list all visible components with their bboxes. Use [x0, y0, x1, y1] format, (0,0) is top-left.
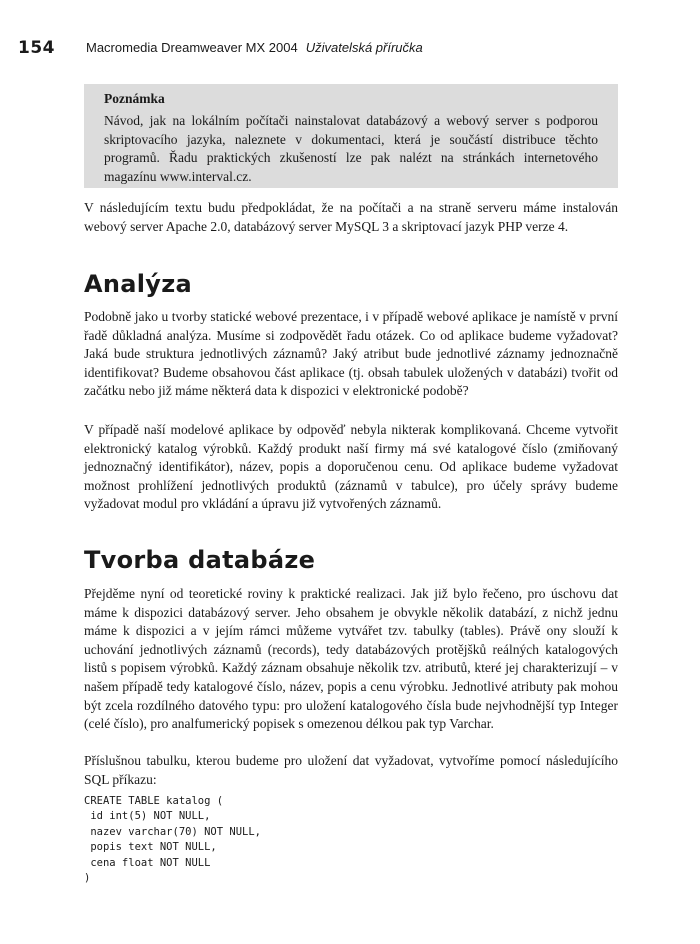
heading-analyza: Analýza: [84, 270, 192, 298]
note-text: Návod, jak na lokálním počítači nainstalovat databázový a webový server s podporou skriptovacího jazyka, naleznete v dokumentaci, která je součástí distribuce těchto programů. Řadu praktických zkušeností lze pak nalézt na stránkách internetového magazínu www.interval.cz.: [104, 113, 598, 184]
intro-paragraph: V následujícím textu budu předpokládat, že na počítači a na straně serveru máme instalován webový server Apache 2.0, databázový server MySQL 3 a skriptovací jazyk PHP verze 4.: [84, 200, 618, 234]
tvorba-paragraph-1: Přejděme nyní od teoretické roviny k praktické realizaci. Jak již bylo řečeno, pro úschovu dat máme k dispozici databázový server. Jeho obsahem je obvykle několik databází, z nichž jednu máme k dispozici a v jejím rámci můžeme vytvářet tzv. tabulky (tables). Právě ony slouží k uchování jednotlivých záznamů (records), tedy databázových protějšků reálných katalogových listů s popisem výrobků. Každý záznam obsahuje několik tzv. atributů, které jej charakterizují – v našem případě tedy katalogové číslo, název, popis a cenu výrobku. Jednotlivé atributy pak mohou být zcela rozdílného datového typu: pro uložení katalogového čísla bude nejvhodnější typ Integer (celé číslo), pro analfumerický popisek s omezenou délkou pak typ Varchar.: [84, 586, 618, 732]
book-title: Macromedia Dreamweaver MX 2004: [86, 40, 298, 55]
note-box: [84, 84, 618, 188]
running-header: [86, 40, 423, 55]
book-subtitle: Uživatelská příručka: [305, 40, 423, 55]
code-line: popis text NOT NULL,: [84, 841, 217, 854]
heading-tvorba-databaze: Tvorba databáze: [84, 546, 316, 574]
analyza-paragraph-2: V případě naší modelové aplikace by odpověď nebyla nikterak komplikovaná. Chceme vytvořit elektronický katalog výrobků. Každý produkt naší firmy má své katalogové číslo (zmiňovaný jednoznačný identifikátor), název, popis a doporučenou cenu. Od aplikace budeme vyžadovat možnost prohlížení jednotlivých produktů (záznamů v tabulce), pro účely správy budeme vyžadovat modul pro vkládání a úpravu již vytvořených záznamů.: [84, 422, 618, 512]
sql-code-block: [84, 794, 618, 886]
page-number: 154: [18, 38, 55, 58]
code-line: cena float NOT NULL: [84, 856, 211, 869]
analyza-paragraph-1: Podobně jako u tvorby statické webové prezentace, i v případě webové aplikace je namístě v první řadě důkladná analýza. Musíme si zodpovědět řadu otázek. Co od aplikace budeme vyžadovat? Jaká bude struktura jednotlivých záznamů? Jaký atribut bude jednotlivé záznamy jednoznačně identifikovat? Budeme obsahovou část aplikace (tj. obsah tabulek uložených v databázi) tvořit od začátku nebo již máme některá data k dispozici v elektronické podobě?: [84, 309, 618, 399]
note-title: Poznámka: [104, 91, 165, 106]
code-line: nazev varchar(70) NOT NULL,: [84, 825, 262, 838]
code-line: CREATE TABLE katalog (: [84, 795, 224, 807]
tvorba-paragraph-2: Příslušnou tabulku, kterou budeme pro uložení dat vyžadovat, vytvoříme pomocí následujícího SQL příkazu:: [84, 753, 618, 787]
page-header: [18, 38, 682, 60]
code-line: id int(5) NOT NULL,: [84, 810, 211, 823]
code-line: ): [84, 872, 91, 885]
